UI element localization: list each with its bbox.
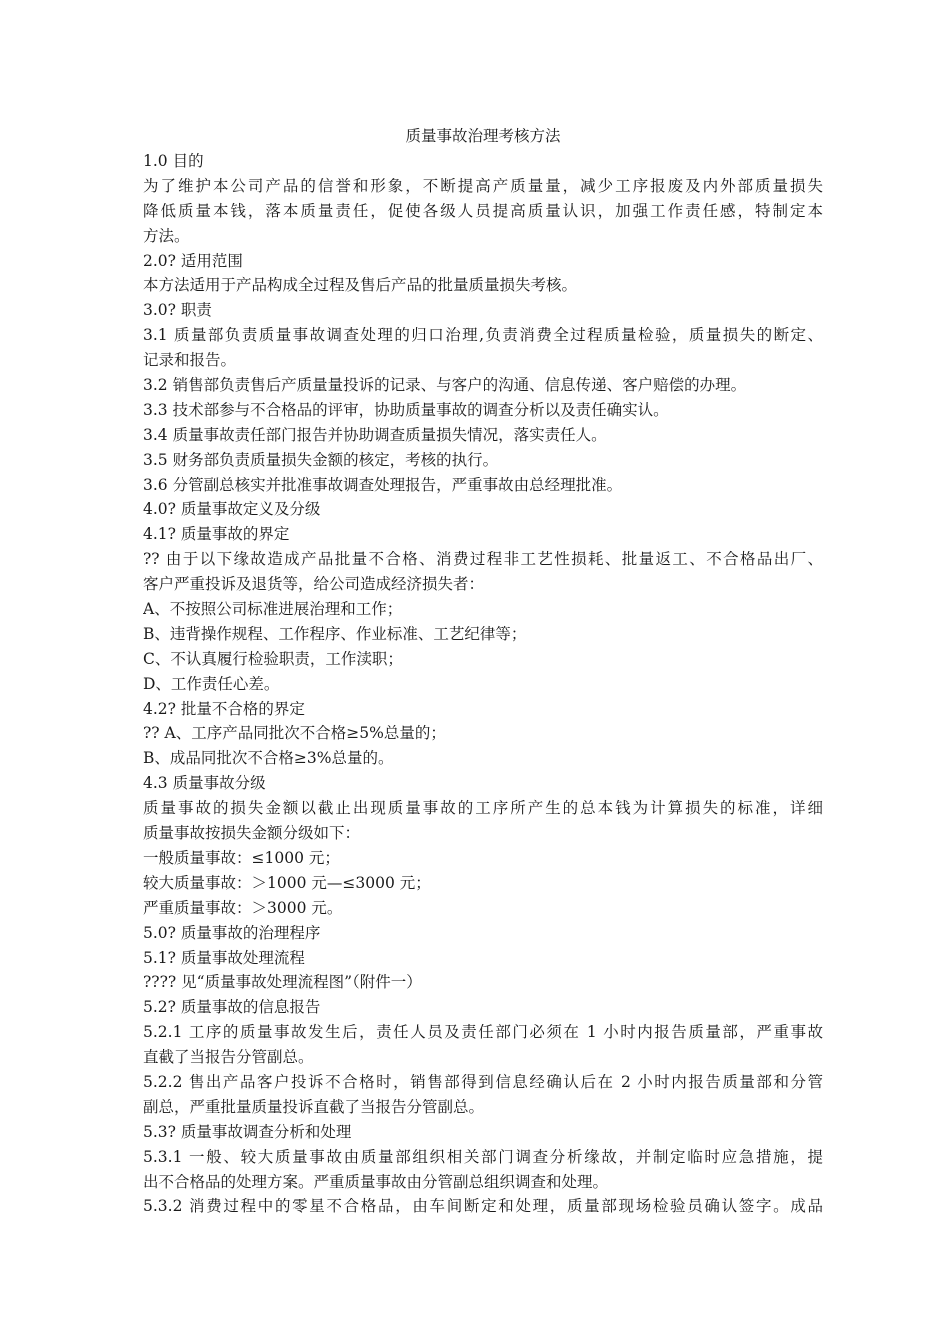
text-line: ?? A、工序产品同批次不合格≥5%总量的；	[143, 724, 446, 743]
text-line: 客户严重投诉及退货等，给公司造成经济损失者：	[143, 575, 485, 594]
text-line: 4.3 质量事故分级	[143, 774, 266, 793]
text-line: 质量事故的损失金额以截止出现质量事故的工序所产生的总本钱为计算损失的标准，详细	[143, 799, 823, 818]
text-line: 5.3.1 一般、较大质量事故由质量部组织相关部门调查分析缘故，并制定临时应急措施，提	[143, 1147, 823, 1166]
text-line: 5.3.2 消费过程中的零星不合格品，由车间断定和处理，质量部现场检验员确认签字。成品	[143, 1197, 823, 1216]
text-line: 1.0 目的	[143, 152, 204, 170]
text-line: 直截了当报告分管副总。	[143, 1048, 314, 1067]
text-line: 3.3 技术部参与不合格品的评审，协助质量事故的调查分析以及责任确实认。	[143, 400, 669, 419]
text-line: 较大质量事故：＞1000 元—≤3000 元；	[143, 873, 431, 892]
text-line: 5.2.2 售出产品客户投诉不合格时，销售部得到信息经确认后在 2 小时内报告质量部和分管	[143, 1072, 823, 1091]
document-text	[143, 149, 823, 1219]
text-line: A、不按照公司标准进展治理和工作；	[143, 600, 403, 619]
document-title: 质量事故治理考核方法	[405, 127, 561, 145]
text-line: 3.1 质量部负责质量事故调查处理的归口治理,负责消费全过程质量检验，质量损失的断定、	[143, 326, 823, 345]
text-line: 降低质量本钱，落本质量责任，促使各级人员提高质量认识，加强工作责任感，特制定本	[143, 201, 823, 220]
text-line: 3.4 质量事故责任部门报告并协助调查质量损失情况，落实责任人。	[143, 425, 607, 444]
text-line: 4.1? 质量事故的界定	[143, 525, 290, 544]
text-line: 为了维护本公司产品的信誉和形象，不断提高产质量量，减少工序报废及内外部质量损失	[143, 176, 823, 195]
text-line: ???? 见“质量事故处理流程图”（附件一）	[143, 973, 422, 992]
text-line: 严重质量事故：＞3000 元。	[143, 898, 343, 917]
text-line: 4.0? 质量事故定义及分级	[143, 500, 321, 519]
text-line: 5.3? 质量事故调查分析和处理	[143, 1122, 352, 1141]
text-line: B、违背操作规程、工作程序、作业标准、工艺纪律等；	[143, 624, 527, 643]
text-line: 记录和报告。	[143, 351, 237, 370]
text-line: B、成品同批次不合格≥3%总量的。	[143, 749, 394, 768]
text-line: ?? 由于以下缘故造成产品批量不合格、消费过程非工艺性损耗、批量返工、不合格品出厂、	[143, 550, 823, 569]
text-line: D、工作责任心差。	[143, 674, 280, 693]
text-line: 3.6 分管副总核实并批准事故调查处理报告，严重事故由总经理批准。	[143, 475, 623, 494]
text-line: 出不合格品的处理方案。严重质量事故由分管副总组织调查和处理。	[143, 1172, 609, 1191]
text-line: 3.0? 职责	[143, 301, 212, 320]
text-line: 3.2 销售部负责售后产质量量投诉的记录、与客户的沟通、信息传递、客户赔偿的办理。	[143, 376, 747, 395]
text-line: 方法。	[143, 226, 190, 245]
text-line: 本方法适用于产品构成全过程及售后产品的批量质量损失考核。	[143, 276, 578, 295]
text-line: 5.2? 质量事故的信息报告	[143, 998, 321, 1017]
text-line: 5.0? 质量事故的治理程序	[143, 923, 321, 942]
text-line: 4.2? 批量不合格的界定	[143, 699, 305, 718]
text-line: C、不认真履行检验职责，工作渎职；	[143, 649, 403, 668]
text-line: 5.2.1 工序的质量事故发生后，责任人员及责任部门必须在 1 小时内报告质量部，严重事故	[143, 1023, 823, 1042]
text-line: 质量事故按损失金额分级如下：	[143, 824, 361, 843]
text-line: 一般质量事故：≤1000 元；	[143, 848, 340, 867]
text-line: 2.0? 适用范围	[143, 251, 243, 270]
document-body	[143, 123, 823, 1219]
text-line: 5.1? 质量事故处理流程	[143, 948, 305, 967]
text-line: 副总，严重批量质量投诉直截了当报告分管副总。	[143, 1097, 485, 1116]
text-line: 3.5 财务部负责质量损失金额的核定，考核的执行。	[143, 450, 499, 469]
